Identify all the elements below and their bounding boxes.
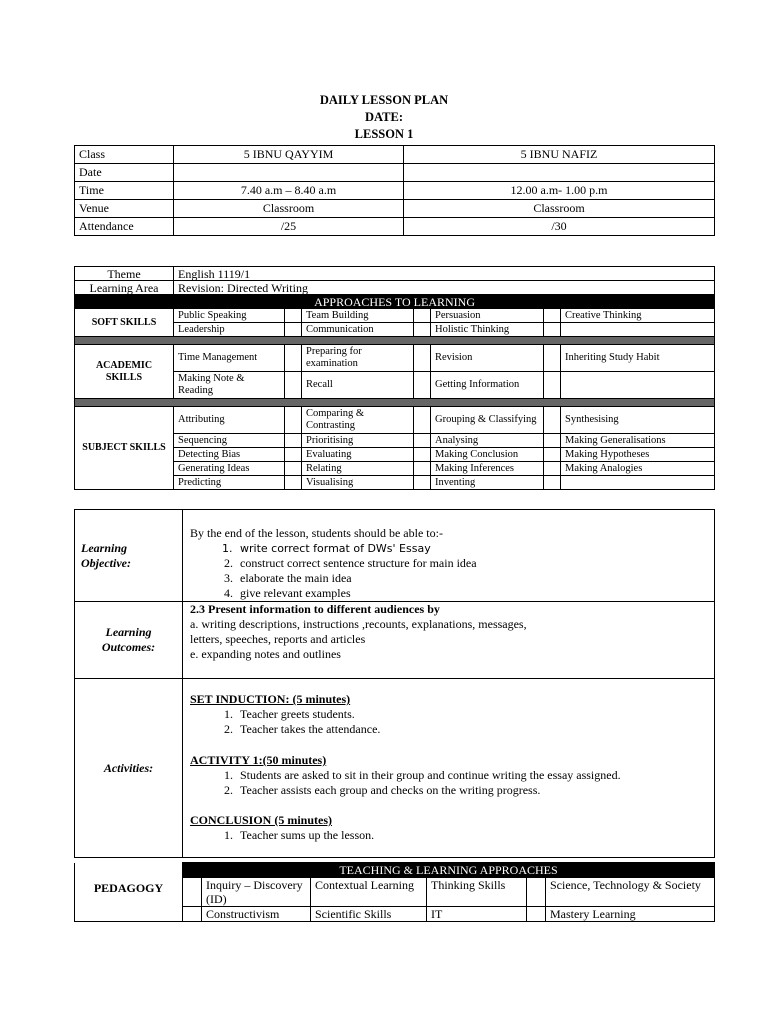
list-item: 1. write correct format of DWs' Essay [236,541,710,556]
table-row [75,407,715,434]
checkbox[interactable] [414,448,431,462]
skill-item: Detecting Bias [174,448,285,462]
checkbox[interactable] [544,448,561,462]
skill-item: Prioritising [302,434,414,448]
outcomes-label: Learning Outcomes: [75,602,183,679]
soft-skills-label: SOFT SKILLS [75,309,174,337]
class-a: 5 IBNU QAYYIM [174,146,404,164]
attendance-a: /25 [174,218,404,236]
approach-item: Inquiry – Discovery (ID) [202,878,311,907]
checkbox[interactable] [544,476,561,490]
checkbox[interactable] [285,434,302,448]
list-item: 4. give relevant examples [236,586,710,601]
skill-item: Visualising [302,476,414,490]
set-induction-heading: SET INDUCTION: (5 minutes) [190,692,351,706]
table-row [75,164,715,182]
lesson-details-table [74,509,715,858]
time-b: 12.00 a.m- 1.00 p.m [404,182,715,200]
skill-item: Attributing [174,407,285,434]
list-item: 2. Teacher takes the attendance. [236,722,710,737]
checkbox[interactable] [414,372,431,399]
table-row [75,602,715,679]
table-row [75,146,715,164]
skill-item: Evaluating [302,448,414,462]
row-label: Time [75,182,174,200]
pedagogy-heading: TEACHING & LEARNING APPROACHES [183,863,715,878]
checkbox[interactable] [414,462,431,476]
checkbox[interactable] [285,372,302,399]
checkbox[interactable] [414,345,431,372]
skill-item [561,476,715,490]
checkbox[interactable] [285,345,302,372]
checkbox[interactable] [544,434,561,448]
checkbox[interactable] [183,907,202,922]
skill-item: Grouping & Classifying [431,407,544,434]
skill-item: Inheriting Study Habit [561,345,715,372]
table-row [75,281,715,295]
conclusion-heading: CONCLUSION (5 minutes) [190,813,333,827]
venue-b: Classroom [404,200,715,218]
checkbox[interactable] [285,323,302,337]
separator-row [75,337,715,345]
learning-area-value: Revision: Directed Writing [174,281,715,295]
theme-label: Theme [75,267,174,281]
outcomes-line: a. writing descriptions, instructions ,recounts, explanations, messages, [190,617,527,631]
list-item: 2. Teacher assists each group and checks on the writing progress. [236,783,710,798]
table-row [75,182,715,200]
skill-item: Holistic Thinking [431,323,544,337]
outcomes-line: e. expanding notes and outlines [190,647,341,661]
list-item: 1. Teacher sums up the lesson. [236,828,710,843]
list-item: 2. construct correct sentence structure for main idea [236,556,710,571]
class-b: 5 IBNU NAFIZ [404,146,715,164]
row-label: Date [75,164,174,182]
skill-item: Predicting [174,476,285,490]
objective-label: Learning Objective: [75,510,183,602]
skill-item: Team Building [302,309,414,323]
table-row [75,295,715,309]
checkbox[interactable] [544,462,561,476]
table-row [75,510,715,602]
activities-label: Activities: [75,679,183,858]
venue-a: Classroom [174,200,404,218]
date-a [174,164,404,182]
pedagogy-table [74,862,715,922]
document-title: DAILY LESSON PLAN [319,93,449,107]
skill-item: Inventing [431,476,544,490]
approach-item: Contextual Learning [311,878,427,907]
activity1-list [190,768,710,798]
academic-skills-label: ACADEMIC SKILLS [75,345,174,399]
checkbox[interactable] [414,323,431,337]
approach-item: Mastery Learning [546,907,715,922]
row-label: Attendance [75,218,174,236]
lesson-heading: LESSON 1 [354,127,414,141]
skill-item: Communication [302,323,414,337]
checkbox[interactable] [527,878,546,907]
approach-item: Constructivism [202,907,311,922]
skill-item: Making Inferences [431,462,544,476]
table-row [75,309,715,323]
class-info-table [74,145,715,236]
checkbox[interactable] [544,407,561,434]
checkbox[interactable] [285,476,302,490]
skill-item: Public Speaking [174,309,285,323]
attendance-b: /30 [404,218,715,236]
skill-item: Recall [302,372,414,399]
table-row [75,345,715,372]
activities-content [183,679,715,858]
date-heading: DATE: [365,110,403,124]
skill-item: Revision [431,345,544,372]
skill-item: Sequencing [174,434,285,448]
outcomes-content [183,602,715,679]
skill-item: Getting Information [431,372,544,399]
skill-item: Making Conclusion [431,448,544,462]
theme-value: English 1119/1 [174,267,715,281]
outcomes-line: letters, speeches, reports and articles [190,632,366,646]
approach-item: Scientific Skills [311,907,427,922]
row-label: Venue [75,200,174,218]
checkbox[interactable] [544,309,561,323]
table-row [75,863,715,878]
checkbox[interactable] [527,907,546,922]
list-item: 1. Students are asked to sit in their group and continue writing the essay assigned. [236,768,710,783]
skill-item: Persuasion [431,309,544,323]
table-row [75,218,715,236]
approach-item: Thinking Skills [427,878,527,907]
row-label: Class [75,146,174,164]
table-row [75,200,715,218]
activity1-heading: ACTIVITY 1:(50 minutes) [190,753,327,767]
approaches-heading: APPROACHES TO LEARNING [75,295,715,309]
list-item: 3. elaborate the main idea [236,571,710,586]
checkbox[interactable] [414,407,431,434]
skill-item [561,323,715,337]
skill-item: Making Generalisations [561,434,715,448]
skill-item: Relating [302,462,414,476]
time-a: 7.40 a.m – 8.40 a.m [174,182,404,200]
outcomes-heading: 2.3 Present information to different audiences by [190,602,440,616]
checkbox[interactable] [544,345,561,372]
checkbox[interactable] [285,407,302,434]
checkbox[interactable] [414,476,431,490]
objective-list [190,541,710,601]
objective-content [183,510,715,602]
approach-item: IT [427,907,527,922]
skill-item: Comparing & Contrasting [302,407,414,434]
checkbox[interactable] [183,878,202,907]
checkbox[interactable] [414,309,431,323]
skill-item: Analysing [431,434,544,448]
checkbox[interactable] [414,434,431,448]
table-row [75,267,715,281]
checkbox[interactable] [544,372,561,399]
approaches-table [74,266,715,490]
date-b [404,164,715,182]
checkbox[interactable] [285,309,302,323]
checkbox[interactable] [285,448,302,462]
conclusion-list [190,828,710,843]
skill-item: Generating Ideas [174,462,285,476]
skill-item: Synthesising [561,407,715,434]
skill-item: Making Analogies [561,462,715,476]
separator-row [75,399,715,407]
approach-item: Science, Technology & Society [546,878,715,907]
objective-intro: By the end of the lesson, students should be able to:- [190,526,443,540]
skill-item: Making Hypotheses [561,448,715,462]
checkbox[interactable] [544,323,561,337]
table-row [75,679,715,858]
set-induction-list [190,707,710,737]
list-item: 1. Teacher greets students. [236,707,710,722]
checkbox[interactable] [285,462,302,476]
skill-item: Preparing for examination [302,345,414,372]
subject-skills-label: SUBJECT SKILLS [75,407,174,490]
skill-item [561,372,715,399]
skill-item: Time Management [174,345,285,372]
learning-area-label: Learning Area [75,281,174,295]
pedagogy-label: PEDAGOGY [75,863,183,922]
skill-item: Creative Thinking [561,309,715,323]
skill-item: Leadership [174,323,285,337]
skill-item: Making Note & Reading [174,372,285,399]
